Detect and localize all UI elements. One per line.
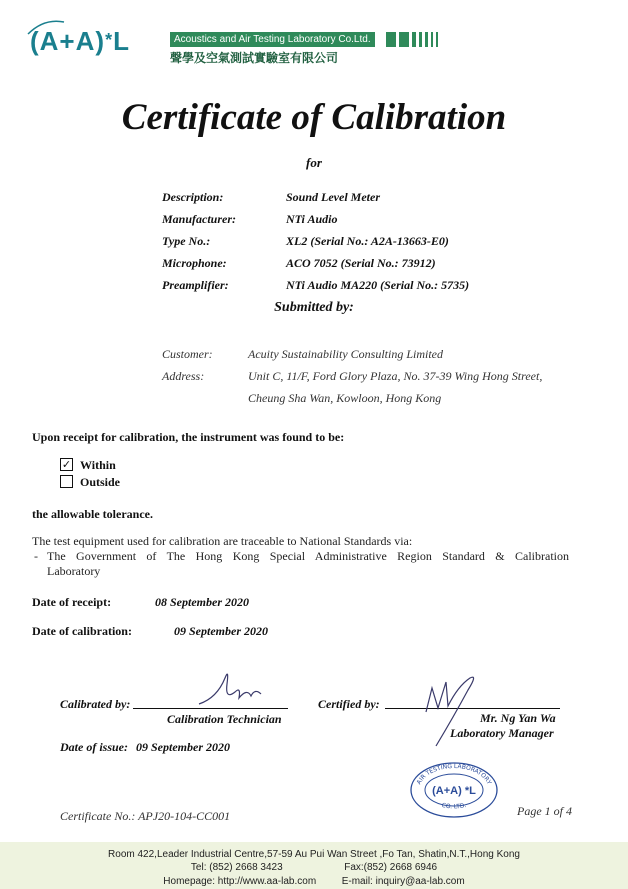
date-calibration-value: 09 September 2020 <box>174 624 268 638</box>
traceability-bullet: - <box>34 549 38 563</box>
certified-by-label: Certified by: <box>318 697 380 711</box>
header-bars <box>386 32 438 47</box>
footer-homepage[interactable]: Homepage: http://www.aa-lab.com <box>163 876 317 887</box>
company-stamp <box>409 761 499 819</box>
date-calibration-label: Date of calibration: <box>32 624 132 638</box>
footer-contact <box>0 862 628 873</box>
traceability-line3: Laboratory <box>47 564 101 578</box>
footer-web <box>0 876 628 887</box>
outside-label: Outside <box>80 475 121 489</box>
customer-value: Acuity Sustainability Consulting Limited <box>248 347 443 361</box>
within-checkbox[interactable]: ✓ <box>61 458 72 471</box>
manufacturer-label: Manufacturer: <box>162 212 237 226</box>
description-value: Sound Level Meter <box>286 190 380 204</box>
manufacturer-value: NTi Audio <box>286 212 338 226</box>
certificate-title: Certificate of Calibration <box>121 97 507 138</box>
company-logo <box>30 26 130 57</box>
date-receipt-value: 08 September 2020 <box>155 595 249 609</box>
traceability-intro: The test equipment used for calibration are traceable to National Standards via: <box>32 534 413 548</box>
type-no-value: XL2 (Serial No.: A2A-13663-E0) <box>286 234 449 248</box>
submitted-by-heading: Submitted by: <box>274 300 354 315</box>
stamp-ring-text: AIR TESTING LABORATORY <box>415 762 493 786</box>
preamplifier-label: Preamplifier: <box>162 278 229 292</box>
date-issue-value: 09 September 2020 <box>136 740 230 754</box>
outside-checkbox[interactable] <box>60 475 73 488</box>
calibrated-by-label: Calibrated by: <box>60 697 131 711</box>
receipt-statement: Upon receipt for calibration, the instrument was found to be: <box>32 430 345 444</box>
certified-name: Mr. Ng Yan Wa <box>480 711 556 725</box>
footer-email[interactable]: E-mail: inquiry@aa-lab.com <box>341 876 465 887</box>
preamplifier-value: NTi Audio MA220 (Serial No.: 5735) <box>286 278 470 292</box>
logo-text: (A+A) <box>30 26 106 56</box>
certificate-number: Certificate No.: APJ20-104-CC001 <box>60 809 231 823</box>
type-no-label: Type No.: <box>162 234 211 248</box>
address-label: Address: <box>162 369 205 383</box>
svg-text:CO. LTD. <box>441 802 467 811</box>
stamp-center-text: (A+A) *L <box>432 785 476 797</box>
within-label: Within <box>80 458 116 472</box>
microphone-label: Microphone: <box>162 256 227 270</box>
for-label: for <box>306 155 322 170</box>
company-name-en: Acoustics and Air Testing Laboratory Co.Ltd. <box>170 32 375 47</box>
microphone-value: ACO 7052 (Serial No.: 73912) <box>286 256 436 270</box>
traceability-line2: The Government of The Hong Kong Special Administrative Region Standard & Calibration <box>47 549 569 563</box>
address-line1: Unit C, 11/F, Ford Glory Plaza, No. 37-39 Wing Hong Street, <box>248 369 543 383</box>
footer-address: Room 422,Leader Industrial Centre,57-59 Au Pui Wan Street ,Fo Tan, Shatin,N.T.,Hong Kong <box>108 849 520 860</box>
customer-label: Customer: <box>162 347 213 361</box>
footer-fax: Fax:(852) 2668 6946 <box>344 862 438 873</box>
stamp-ring-text-bottom: CO. LTD. <box>441 801 468 811</box>
page-number: Page 1 of 4 <box>517 804 572 818</box>
date-receipt-label: Date of receipt: <box>32 595 112 609</box>
footer-tel: Tel: (852) 2668 3423 <box>190 862 283 873</box>
calibration-technician: Calibration Technician <box>167 712 282 726</box>
description-label: Description: <box>162 190 224 204</box>
tolerance-text: the allowable tolerance. <box>32 507 153 521</box>
calibrated-signature <box>195 666 275 711</box>
date-issue-label: Date of issue: <box>60 740 128 754</box>
logo-l: L <box>113 26 130 56</box>
address-line2: Cheung Sha Wan, Kowloon, Hong Kong <box>248 391 442 405</box>
laboratory-manager: Laboratory Manager <box>450 726 554 740</box>
company-name-cn: 聲學及空氣測試實驗室有限公司 <box>170 51 339 65</box>
logo-star: * <box>105 30 114 50</box>
